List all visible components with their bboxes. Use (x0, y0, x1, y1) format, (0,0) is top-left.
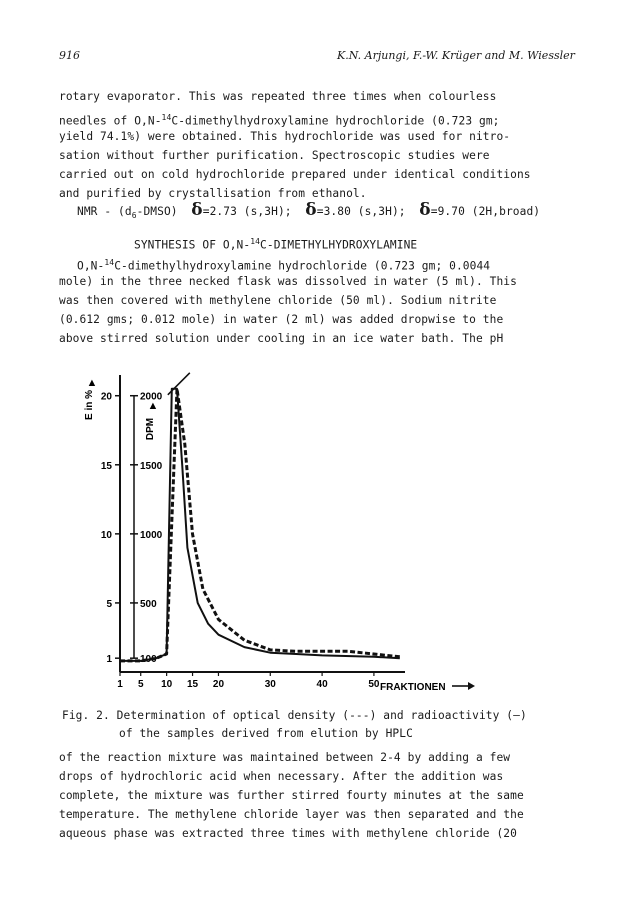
series-line-solid (120, 389, 400, 661)
caption-line: of the samples derived from elution by HPLC (119, 727, 413, 740)
chart-axes (120, 375, 405, 672)
x-tick-label: 5 (137, 679, 144, 690)
text-line: yield 74.1%) were obtained. This hydrochloride was used for nitro- (59, 130, 511, 143)
text-line: above stirred solution under cooling in an ice water bath. The pH (59, 332, 504, 345)
y-right-tick-label: 2000 (140, 391, 163, 403)
y-right-axis-label: DPM (145, 417, 156, 441)
y-left-tick-label: 10 (100, 529, 112, 541)
text-line: carried out on cold hydrochloride prepared under identical conditions (59, 168, 531, 181)
y-left-tick-label: 20 (100, 391, 112, 403)
section-heading: SYNTHESIS OF O,N-$^{14}$C-DIMETHYLHYDROXYLAMINE (134, 237, 418, 252)
x-tick-label: 50 (368, 679, 380, 690)
x-axis-label: FRAKTIONEN (380, 682, 446, 693)
text-line: aqueous phase was extracted three times with methylene chloride (20 (59, 827, 517, 840)
text-line: of the reaction mixture was maintained between 2-4 by adding a few (59, 751, 511, 764)
y-right-axis-arrow: ▲ (147, 400, 159, 412)
text-line: and purified by crystallisation from ethanol. (59, 187, 367, 200)
y-left-axis-label: E in % (84, 389, 95, 421)
x-tick-label: 30 (264, 679, 276, 690)
caption-line: Fig. 2. Determination of optical density (---) and radioactivity (—) (62, 709, 527, 722)
y-right-tick-label: 500 (140, 598, 157, 610)
text-line: needles of O,N-$^{14}$C-dimethylhydroxylamine hydrochloride (0.723 gm; (59, 113, 500, 128)
y-left-tick-label: 5 (106, 598, 112, 610)
y-right-tick-label: 1500 (140, 460, 163, 472)
figure-2-chart (70, 355, 510, 700)
series-line-dashed (120, 389, 400, 661)
x-tick-label: 20 (212, 679, 225, 690)
page-number: 916 (59, 49, 80, 62)
y-left-tick-label: 1 (106, 654, 112, 666)
text-line: (0.612 gms; 0.012 mole) in water (2 ml) was added dropwise to the (59, 313, 504, 326)
text-line: drops of hydrochloric acid when necessary. After the addition was (59, 770, 504, 783)
text-line: sation without further purification. Spectroscopic studies were (59, 149, 490, 162)
y-right-tick-label: 100 (140, 654, 157, 666)
text-line: temperature. The methylene chloride layer was then separated and the (59, 808, 524, 821)
y-left-axis-arrow: ▲ (86, 377, 98, 389)
text-line: mole) in the three necked flask was dissolved in water (5 ml). This (59, 275, 517, 288)
y-right-tick-label: 1000 (140, 529, 163, 541)
x-axis-arrowhead (468, 682, 475, 690)
x-tick-label: 10 (161, 679, 173, 690)
text-line: rotary evaporator. This was repeated three times when colourless (59, 90, 497, 103)
x-tick-label: 40 (316, 679, 328, 690)
nmr-line: NMR - $(d_6-DMSO)$ δ=2.73 (s,3H); δ=3.80 (s,3H); δ=9.70 (2H,broad) (77, 200, 541, 221)
y-left-tick-label: 15 (100, 460, 112, 472)
x-tick-label: 1 (117, 679, 123, 690)
text-line: O,N-$^{14}$C-dimethylhydroxylamine hydrochloride (0.723 gm; 0.0044 (77, 258, 491, 273)
text-line: complete, the mixture was further stirred fourty minutes at the same (59, 789, 524, 802)
running-title: K.N. Arjungi, F.-W. Krüger and M. Wiessler (337, 49, 575, 62)
x-tick-label: 15 (186, 679, 199, 690)
text-line: was then covered with methylene chloride (50 ml). Sodium nitrite (59, 294, 497, 307)
